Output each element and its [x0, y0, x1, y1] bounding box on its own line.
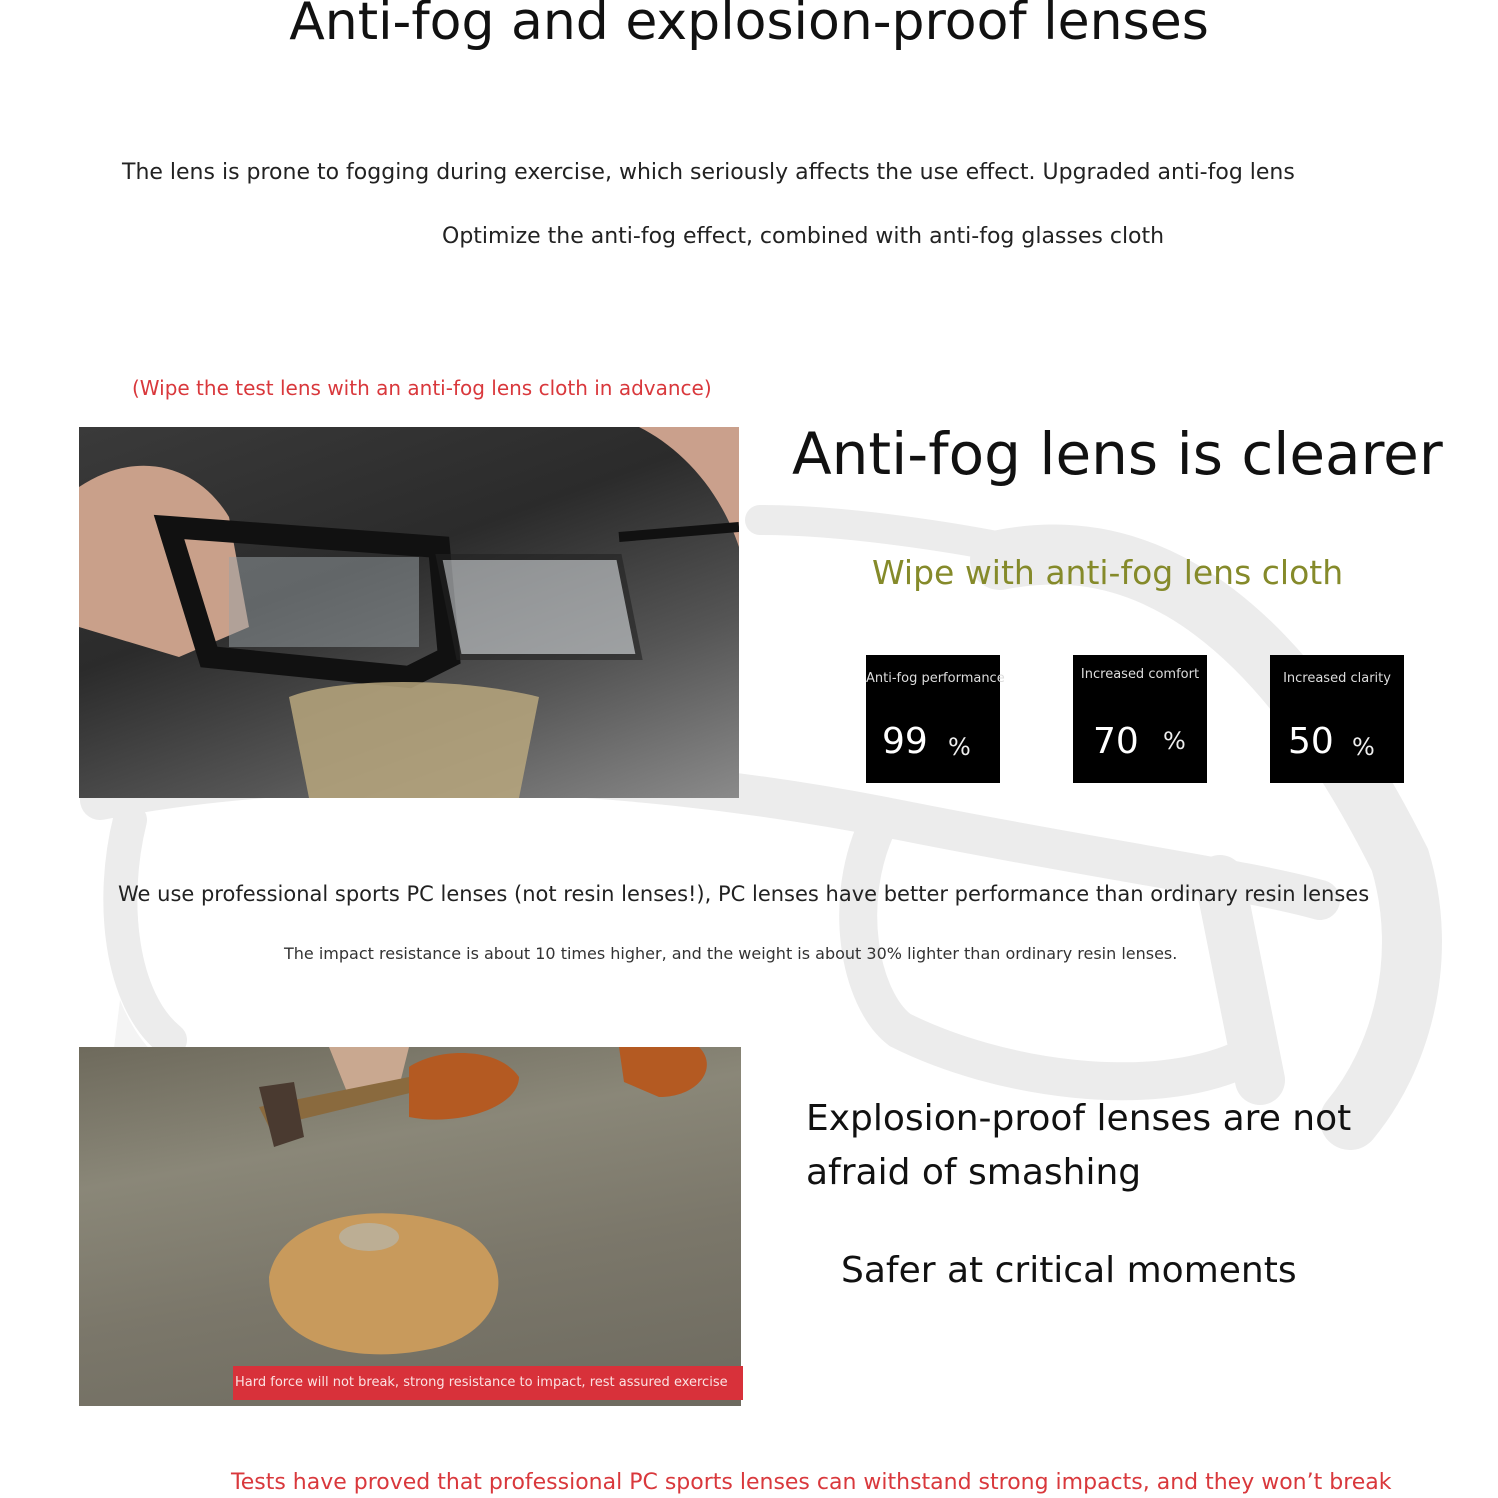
stat-value: 50	[1288, 721, 1334, 762]
footer-note: Tests have proved that professional PC sports lenses can withstand strong impacts, and they won’t break	[231, 1470, 1392, 1495]
pc-lens-text-line-2: The impact resistance is about 10 times higher, and the weight is about 30% lighter than ordinary resin lenses.	[284, 944, 1178, 963]
stat-unit: %	[1352, 733, 1375, 761]
explosion-heading-line-1: Explosion-proof lenses are not	[806, 1098, 1352, 1139]
intro-text-line-1: The lens is prone to fogging during exercise, which seriously affects the use effect. Upgraded anti-fog lens	[122, 160, 1295, 185]
explosion-subheading: Safer at critical moments	[841, 1250, 1297, 1291]
page-title: Anti-fog and explosion-proof lenses	[289, 0, 1209, 52]
pc-lens-text-line-1: We use professional sports PC lenses (not resin lenses!), PC lenses have better performance than ordinary resin lenses	[118, 882, 1370, 906]
stat-label: Increased clarity	[1283, 671, 1391, 686]
hammer-and-rock-illustration	[79, 1047, 741, 1406]
stat-value: 99	[882, 721, 928, 762]
antifog-demo-photo	[79, 427, 739, 798]
stat-card-antifog-performance	[866, 655, 1005, 783]
impact-banner: Hard force will not break, strong resistance to impact, rest assured exercise	[233, 1366, 743, 1400]
stat-label: Increased comfort	[1080, 667, 1200, 682]
goggles-over-cup-illustration	[79, 427, 739, 798]
explosion-heading	[806, 1092, 1351, 1200]
stat-card-increased-comfort	[1073, 655, 1207, 783]
stat-value: 70	[1093, 721, 1139, 762]
stat-unit: %	[948, 733, 971, 761]
antifog-subheading: Wipe with anti-fog lens cloth	[872, 553, 1344, 592]
intro-text-line-2: Optimize the anti-fog effect, combined with anti-fog glasses cloth	[442, 224, 1165, 249]
stat-unit: %	[1163, 727, 1186, 755]
explosion-heading-line-2: afraid of smashing	[806, 1152, 1142, 1193]
stat-label: Anti-fog performance	[866, 671, 1005, 686]
antifog-heading: Anti-fog lens is clearer	[792, 420, 1443, 488]
stat-card-increased-clarity	[1270, 655, 1404, 783]
antifog-test-note: (Wipe the test lens with an anti-fog lens cloth in advance)	[132, 376, 712, 400]
impact-test-photo	[79, 1047, 741, 1406]
